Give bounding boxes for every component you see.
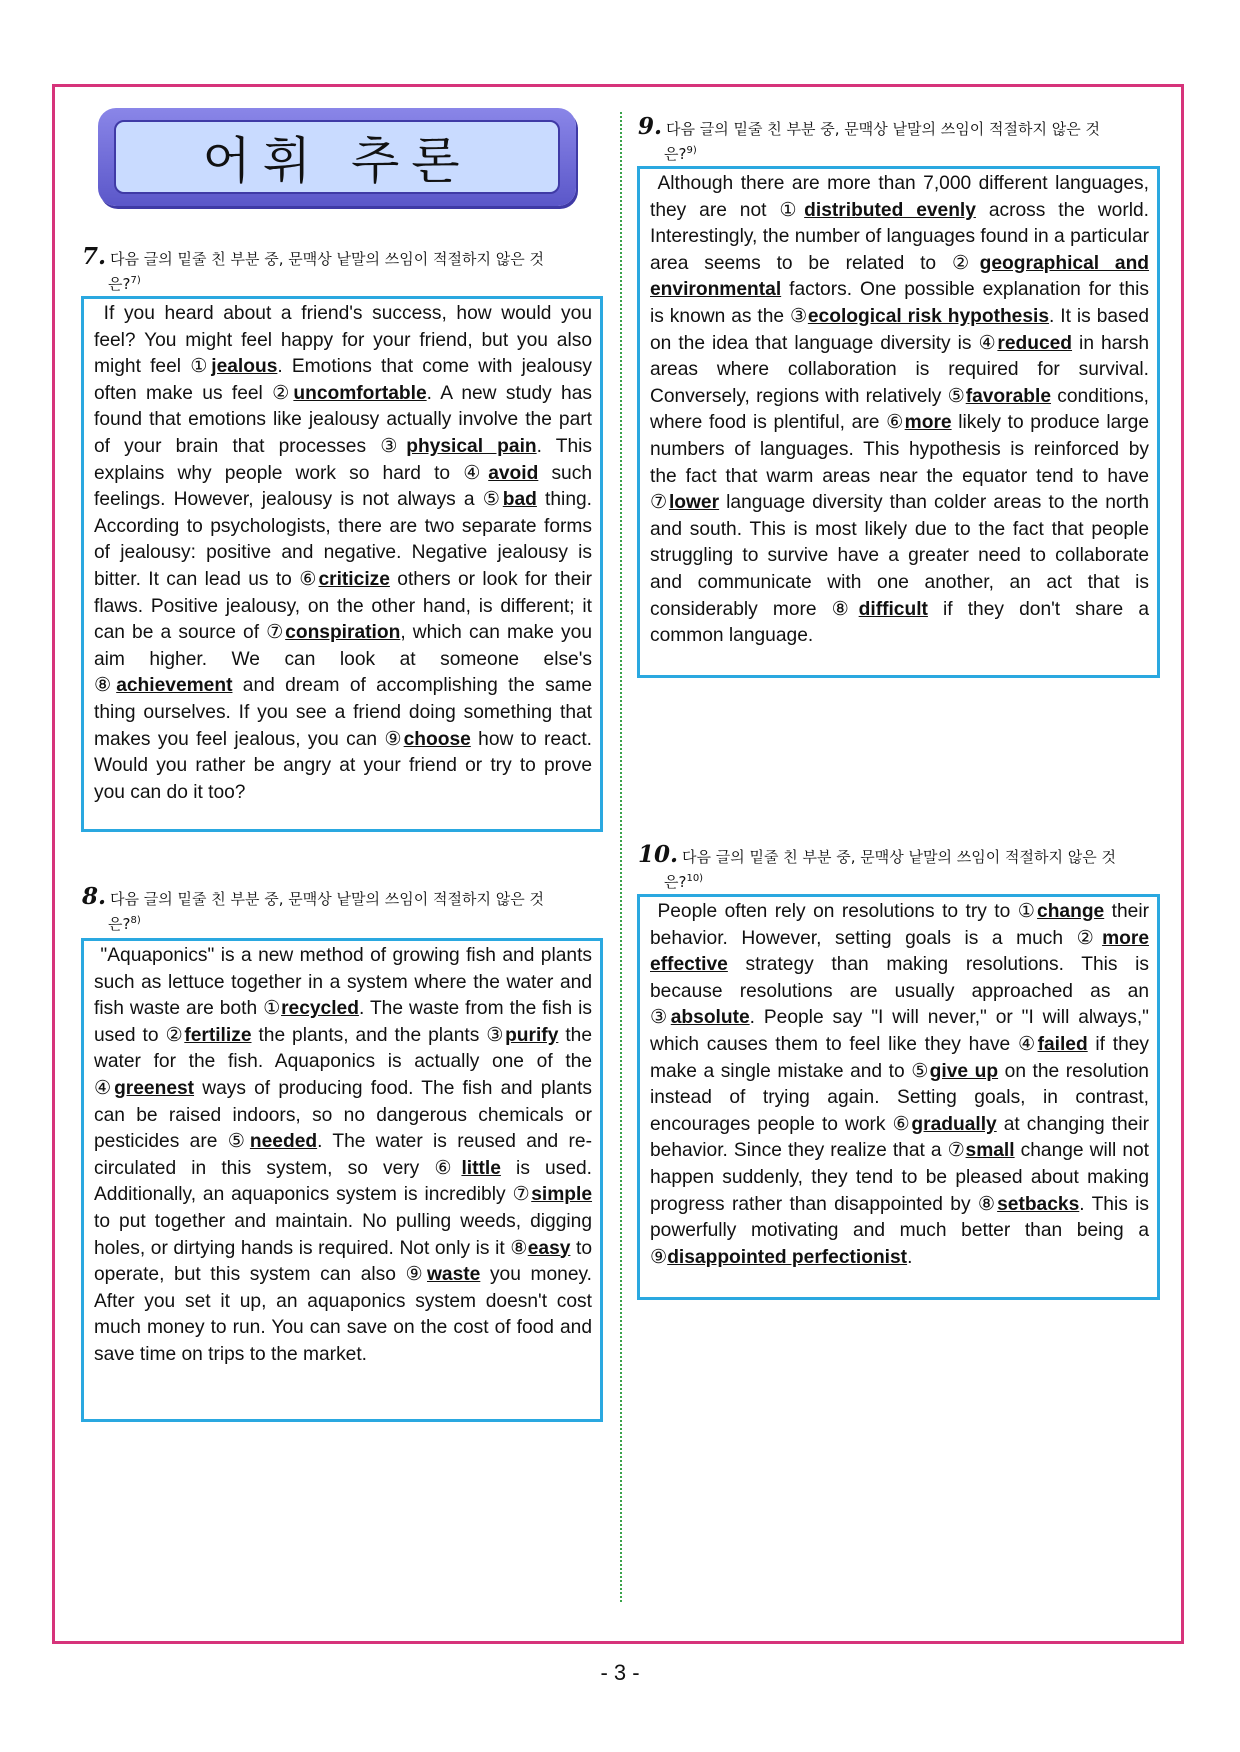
underlined-choice: ecological risk hypothesis (807, 305, 1050, 327)
choice-marker: ⑤ (227, 1131, 250, 1153)
underlined-choice: avoid (488, 462, 539, 484)
question-number: 8. (82, 883, 107, 910)
choice-marker: ⑦ (650, 492, 669, 514)
underlined-choice: more (904, 412, 952, 434)
question-instruction: 다음 글의 밑줄 친 부분 중, 문맥상 낱말의 쓰임이 적절하지 않은 것 (110, 890, 544, 908)
question-number: 10. (638, 841, 679, 868)
choice-marker: ⑨ (650, 1246, 668, 1268)
underlined-choice: choose (403, 728, 471, 750)
choice-marker: ③ (790, 305, 808, 327)
choice-marker: ④ (94, 1077, 115, 1099)
underlined-choice: lower (668, 492, 720, 514)
page-number: - 3 - (600, 1660, 640, 1685)
question-8-passage: "Aquaponics" is a new method of growing fish and plants such as lettuce together in a system where the water and fish waste are both ①recycled. The waste from the fish is used to ②fertilize the plants, and the plants ③purify the water for the fish. Aquaponics is actually one of the ④greenest ways of producing food. The fish and plants can be raised indoors, so no dangerous chemicals or pesticides are ⑤needed. The water is reused and re-circulated in this system, so very ⑥little is used. Additionally, an aquaponics system is incredibly ⑦simple to put together and maintain. No pulling weeds, digging holes, or dirtying hands is required. Not only is it ⑧easy to operate, but this system can also ⑨waste you money. After you set it up, an aquaponics system doesn't cost much money to run. You can save on the cost of food and save time on trips to the market. (81, 938, 603, 1422)
choice-marker: ① (779, 199, 805, 221)
footnote-ref: 9) (686, 145, 697, 156)
underlined-choice: distributed evenly (804, 199, 976, 221)
choice-marker: ① (190, 356, 212, 378)
question-7-header (82, 243, 602, 295)
question-instruction-tail: 은? (664, 873, 687, 891)
footnote-ref: 7) (130, 275, 141, 286)
underlined-choice: setbacks (997, 1193, 1080, 1215)
choice-marker: ③ (380, 435, 407, 457)
underlined-choice: give up (929, 1060, 999, 1082)
choice-marker: ⑧ (94, 675, 117, 697)
choice-marker: ⑥ (886, 412, 905, 434)
underlined-choice: recycled (281, 998, 359, 1020)
choice-marker: ② (272, 382, 294, 404)
choice-marker: ⑨ (405, 1264, 427, 1286)
choice-marker: ⑦ (266, 622, 286, 644)
question-10-passage: People often rely on resolutions to try to ①change their behavior. However, setting goals is a much ②more effective strategy than making resolutions. This is because resolutions are usually approached as an ③absolute. People say "I will never," or "I will always," which causes them to feel like they have ④failed if they make a single mistake and to ⑤give up on the resolution instead of trying again. Setting goals, in contrast, encourages people to work ⑥gradually at changing their behavior. Since they realize that a ⑦small change will not happen suddenly, they tend to be pleased about making progress rather than disappointed by ⑧setbacks. This is powerfully motivating and much better than being a ⑨disappointed perfectionist. (637, 894, 1160, 1300)
question-9-header (638, 113, 1158, 165)
choice-marker: ⑧ (831, 598, 859, 620)
section-banner-inner (114, 120, 560, 194)
underlined-choice: simple (531, 1184, 593, 1206)
underlined-choice: favorable (965, 385, 1052, 407)
question-7-passage: If you heard about a friend's success, how would you feel? You might feel happy for your friend, but you also might feel ①jealous. Emotions that come with jealousy often make us feel ②uncomfortable. A new study has found that emotions like jealousy actually involve the part of your brain that processes ③physical pain. This explains why people work so hard to ④avoid such feelings. However, jealousy is not always a ⑤bad thing. According to psychologists, there are two separate forms of jealousy: positive and negative. Negative jealousy is bitter. It can lead us to ⑥criticize others or look for their flaws. Positive jealousy, on the other hand, is different; it can be a source of ⑦conspiration, which can make you aim higher. We can look at someone else's ⑧achievement and dream of accomplishing the same thing ourselves. If you see a friend doing something that makes you feel jealous, you can ⑨choose how to react. Would you rather be angry at your friend or try to prove you can do it too? (81, 296, 603, 832)
underlined-choice: waste (427, 1264, 481, 1286)
underlined-choice: gradually (911, 1113, 997, 1135)
question-9-passage: Although there are more than 7,000 different languages, they are not ①distributed evenly across the world. Interestingly, the number of languages found in a particular area seems to be related to ②geographical and environmental factors. One possible explanation for this is known as the ③ecological risk hypothesis. It is based on the idea that language diversity is ④reduced in harsh areas where collaboration is required for survival. Conversely, regions with relatively ⑤favorable conditions, where food is plentiful, are ⑥more likely to produce large numbers of languages. This hypothesis is reinforced by the fact that warm areas near the equator tend to have ⑦lower language diversity than colder areas to the north and south. This is most likely due to the fact that people struggling to survive have a greater need to collaborate and communicate with one another, an act that is considerably more ⑧difficult if they don't share a common language. (637, 166, 1160, 678)
underlined-choice: easy (527, 1237, 571, 1259)
underlined-choice: physical pain (406, 435, 537, 457)
question-instruction-tail: 은? (664, 145, 687, 163)
question-10-header (638, 841, 1158, 893)
underlined-choice: bad (502, 489, 537, 511)
question-instruction: 다음 글의 밑줄 친 부분 중, 문맥상 낱말의 쓰임이 적절하지 않은 것 (110, 250, 544, 268)
underlined-choice: conspiration (285, 622, 401, 644)
underlined-choice: fertilize (184, 1024, 252, 1046)
choice-marker: ⑨ (384, 728, 404, 750)
choice-marker: ④ (978, 332, 998, 354)
question-instruction-tail: 은? (108, 275, 131, 293)
underlined-choice: uncomfortable (293, 382, 427, 404)
choice-marker: ⑧ (977, 1193, 998, 1215)
question-instruction: 다음 글의 밑줄 친 부분 중, 문맥상 낱말의 쓰임이 적절하지 않은 것 (682, 848, 1116, 866)
question-instruction: 다음 글의 밑줄 친 부분 중, 문맥상 낱말의 쓰임이 적절하지 않은 것 (666, 120, 1100, 138)
choice-marker: ⑦ (512, 1184, 532, 1206)
question-instruction-tail: 은? (108, 915, 131, 933)
underlined-choice: disappointed perfectionist (667, 1246, 908, 1268)
underlined-choice: reduced (997, 332, 1073, 354)
underlined-choice: needed (249, 1131, 318, 1153)
choice-marker: ② (1076, 927, 1103, 949)
underlined-choice: failed (1037, 1033, 1088, 1055)
question-number: 7. (82, 243, 107, 270)
underlined-choice: difficult (858, 598, 928, 620)
choice-marker: ③ (486, 1024, 506, 1046)
underlined-choice: achievement (116, 675, 233, 697)
choice-marker: ② (951, 252, 980, 274)
choice-marker: ⑥ (892, 1113, 912, 1135)
choice-marker: ⑤ (947, 385, 966, 407)
section-banner (98, 108, 576, 206)
choice-marker: ④ (463, 462, 489, 484)
underlined-choice: purify (505, 1024, 559, 1046)
underlined-choice: greenest (114, 1077, 195, 1099)
question-number: 9. (638, 113, 663, 140)
choice-marker: ⑦ (947, 1140, 966, 1162)
choice-marker: ④ (1017, 1033, 1038, 1055)
choice-marker: ③ (650, 1007, 671, 1029)
section-title: 어휘 추론 (202, 132, 472, 190)
underlined-choice: absolute (670, 1007, 750, 1029)
underlined-choice: little (461, 1157, 501, 1179)
underlined-choice: jealous (211, 356, 278, 378)
underlined-choice: geographical and environmental (650, 252, 1150, 301)
column-divider (620, 112, 622, 1602)
choice-marker: ① (263, 998, 282, 1020)
choice-marker: ② (165, 1024, 185, 1046)
underlined-choice: criticize (318, 568, 390, 590)
choice-marker: ⑥ (299, 568, 319, 590)
choice-marker: ⑥ (434, 1157, 462, 1179)
underlined-choice: small (965, 1140, 1015, 1162)
footnote-ref: 8) (130, 915, 141, 926)
choice-marker: ⑤ (482, 489, 503, 511)
footnote-ref: 10) (686, 873, 704, 884)
underlined-choice: change (1037, 901, 1105, 922)
underlined-choice: more effective (650, 927, 1149, 976)
question-8-header (82, 883, 602, 935)
choice-marker: ⑤ (911, 1060, 930, 1082)
choice-marker: ⑧ (510, 1237, 528, 1259)
choice-marker: ① (1017, 901, 1038, 922)
